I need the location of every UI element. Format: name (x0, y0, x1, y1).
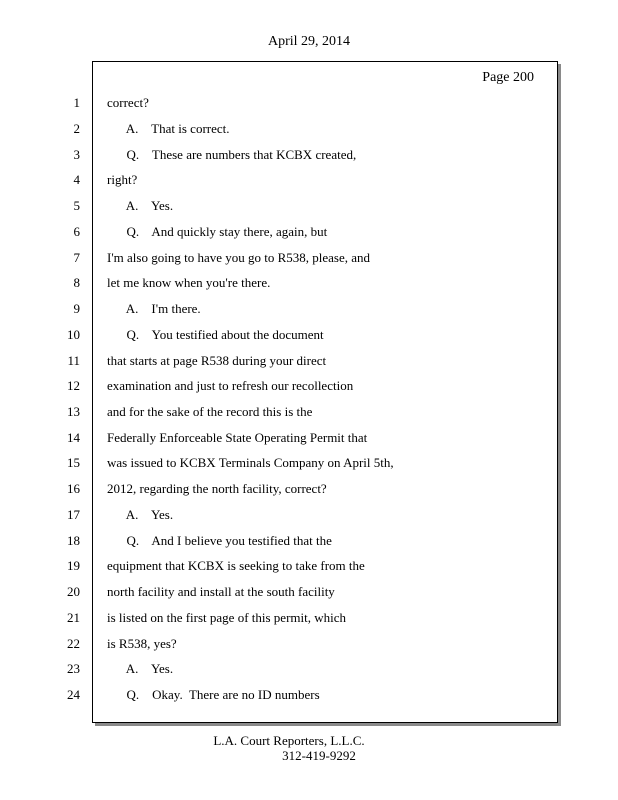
line-number: 14 (67, 430, 80, 445)
line-number: 9 (73, 301, 80, 316)
transcript-line: is listed on the first page of this permit, which (107, 610, 347, 625)
transcript-line: Federally Enforceable State Operating Permit that (107, 430, 368, 445)
transcript-line: right? (107, 172, 138, 187)
line-number: 8 (73, 275, 80, 290)
transcript-line: Q. These are numbers that KCBX created, (107, 147, 357, 162)
header-date: April 29, 2014 (267, 34, 351, 49)
line-number: 1 (73, 95, 80, 110)
line-number: 21 (67, 610, 80, 625)
line-number: 3 (73, 147, 80, 162)
transcript-line: A. Yes. (107, 507, 174, 522)
line-number: 4 (73, 172, 80, 187)
transcript-line: Q. And quickly stay there, again, but (107, 224, 328, 239)
line-number: 13 (67, 404, 80, 419)
page-number: Page 200 (482, 70, 534, 85)
footer-company: L.A. Court Reporters, L.L.C. (213, 733, 365, 748)
line-number: 24 (67, 687, 80, 702)
line-number: 5 (73, 198, 80, 213)
line-number: 12 (67, 378, 80, 393)
transcript-line: Q. And I believe you testified that the (107, 533, 332, 548)
transcript-line: and for the sake of the record this is the (107, 404, 313, 419)
line-number: 11 (67, 353, 80, 368)
transcript-line: A. I'm there. (107, 301, 201, 316)
line-number: 15 (67, 455, 80, 470)
transcript-line: I'm also going to have you go to R538, please, and (107, 250, 371, 265)
line-number: 19 (67, 558, 80, 573)
transcript-line: north facility and install at the south facility (107, 584, 335, 599)
line-number: 22 (67, 636, 80, 651)
transcript-line: examination and just to refresh our recollection (107, 378, 354, 393)
transcript-line: Q. You testified about the document (107, 327, 324, 342)
transcript-line: equipment that KCBX is seeking to take from the (107, 558, 365, 573)
line-number: 10 (67, 327, 80, 342)
transcript-line: that starts at page R538 during your direct (107, 353, 327, 368)
line-number: 6 (73, 224, 80, 239)
transcript-line: was issued to KCBX Terminals Company on April 5th, (107, 455, 394, 470)
line-number: 17 (67, 507, 80, 522)
transcript-line: let me know when you're there. (107, 275, 271, 290)
transcript-line: 2012, regarding the north facility, correct? (107, 481, 327, 496)
transcript-line: A. Yes. (107, 198, 174, 213)
transcript-line: A. That is correct. (107, 121, 230, 136)
line-number: 2 (73, 121, 80, 136)
transcript-line: A. Yes. (107, 661, 174, 676)
line-number: 20 (67, 584, 80, 599)
line-number: 7 (73, 250, 80, 265)
line-number: 18 (67, 533, 80, 548)
transcript-line: correct? (107, 95, 149, 110)
line-number: 23 (67, 661, 80, 676)
line-number: 16 (67, 481, 80, 496)
transcript-line: is R538, yes? (107, 636, 177, 651)
footer-phone: 312-419-9292 (282, 748, 356, 763)
transcript-line: Q. Okay. There are no ID numbers (107, 687, 320, 702)
